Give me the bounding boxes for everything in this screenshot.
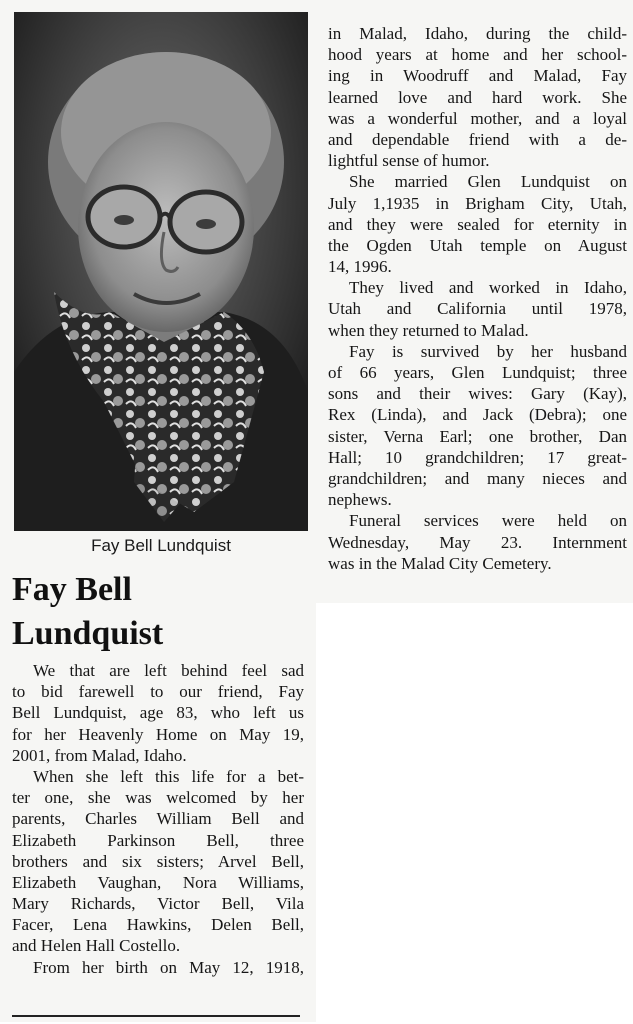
text-line: They lived and worked in Idaho, bbox=[349, 278, 627, 298]
text-line: Mary Richards, Victor Bell, Vila bbox=[12, 894, 304, 914]
text-line: was in the Malad City Cemetery. bbox=[328, 553, 552, 573]
text-line: Facer, Lena Hawkins, Delen Bell, bbox=[12, 915, 304, 935]
text-line: in Malad, Idaho, during the child- bbox=[328, 24, 627, 43]
text-line: and dependable friend with a de- bbox=[328, 129, 627, 149]
text-line: Rex (Linda), and Jack (Debra); one bbox=[328, 405, 627, 425]
text-line: ing in Woodruff and Malad, Fay bbox=[328, 66, 627, 86]
text-line: When she left this life for a bet- bbox=[33, 766, 304, 786]
text-line: Elizabeth Vaughan, Nora Williams, bbox=[12, 872, 304, 892]
bottom-divider bbox=[12, 1015, 300, 1017]
headline-line-2: Lundquist bbox=[12, 615, 164, 652]
text-line: nephews. bbox=[328, 490, 392, 510]
portrait-photo bbox=[14, 12, 308, 531]
text-line: hood years at home and her school- bbox=[328, 45, 627, 65]
text-line: grandchildren; and many nieces and bbox=[328, 468, 627, 488]
text-line: parents, Charles William Bell and bbox=[12, 809, 304, 829]
text-line: for her Heavenly Home on May 19, bbox=[12, 724, 304, 744]
text-line: sons and their wives: Gary (Kay), bbox=[328, 384, 627, 404]
text-line: Wednesday, May 23. Internment bbox=[328, 532, 627, 552]
text-line: Hall; 10 grandchildren; 17 great- bbox=[328, 447, 627, 467]
text-line: was a wonderful mother, and a loyal bbox=[328, 108, 627, 128]
text-line: Funeral services were held on bbox=[349, 511, 627, 531]
left-text-column bbox=[12, 660, 304, 978]
headline-line-1: Fay Bell bbox=[12, 571, 132, 608]
text-line: brothers and six sisters; Arvel Bell, bbox=[12, 851, 304, 871]
text-line: when they returned to Malad. bbox=[328, 320, 529, 340]
photo-caption: Fay Bell Lundquist bbox=[91, 536, 231, 555]
text-line: Bell Lundquist, age 83, who left us bbox=[12, 703, 304, 723]
text-line: 2001, from Malad, Idaho. bbox=[12, 745, 187, 765]
text-line: Fay is survived by her husband bbox=[349, 341, 627, 361]
text-line: and Helen Hall Costello. bbox=[12, 936, 181, 956]
text-line: sister, Verna Earl; one brother, Dan bbox=[328, 426, 627, 446]
text-line: to bid farewell to our friend, Fay bbox=[12, 682, 304, 702]
right-text-column bbox=[328, 23, 627, 574]
text-line: 14, 1996. bbox=[328, 257, 392, 277]
text-line: of 66 years, Glen Lundquist; three bbox=[328, 363, 627, 382]
text-line: July 1,1935 in Brigham City, Utah, bbox=[328, 193, 627, 213]
text-line: Utah and California until 1978, bbox=[328, 299, 627, 319]
portrait-illustration bbox=[14, 12, 308, 531]
obituary-headline bbox=[12, 568, 304, 656]
text-line: She married Glen Lundquist on bbox=[349, 172, 627, 192]
text-line: and they were sealed for eternity in bbox=[328, 214, 627, 234]
text-line: Elizabeth Parkinson Bell, three bbox=[12, 830, 304, 850]
text-line: From her birth on May 12, 1918, bbox=[33, 957, 304, 977]
text-line: lightful sense of humor. bbox=[328, 151, 490, 171]
text-line: ter one, she was welcomed by her bbox=[12, 788, 304, 808]
text-line: We that are left behind feel sad bbox=[33, 661, 304, 680]
text-line: learned love and hard work. She bbox=[328, 87, 627, 107]
text-line: the Ogden Utah temple on August bbox=[328, 235, 627, 255]
